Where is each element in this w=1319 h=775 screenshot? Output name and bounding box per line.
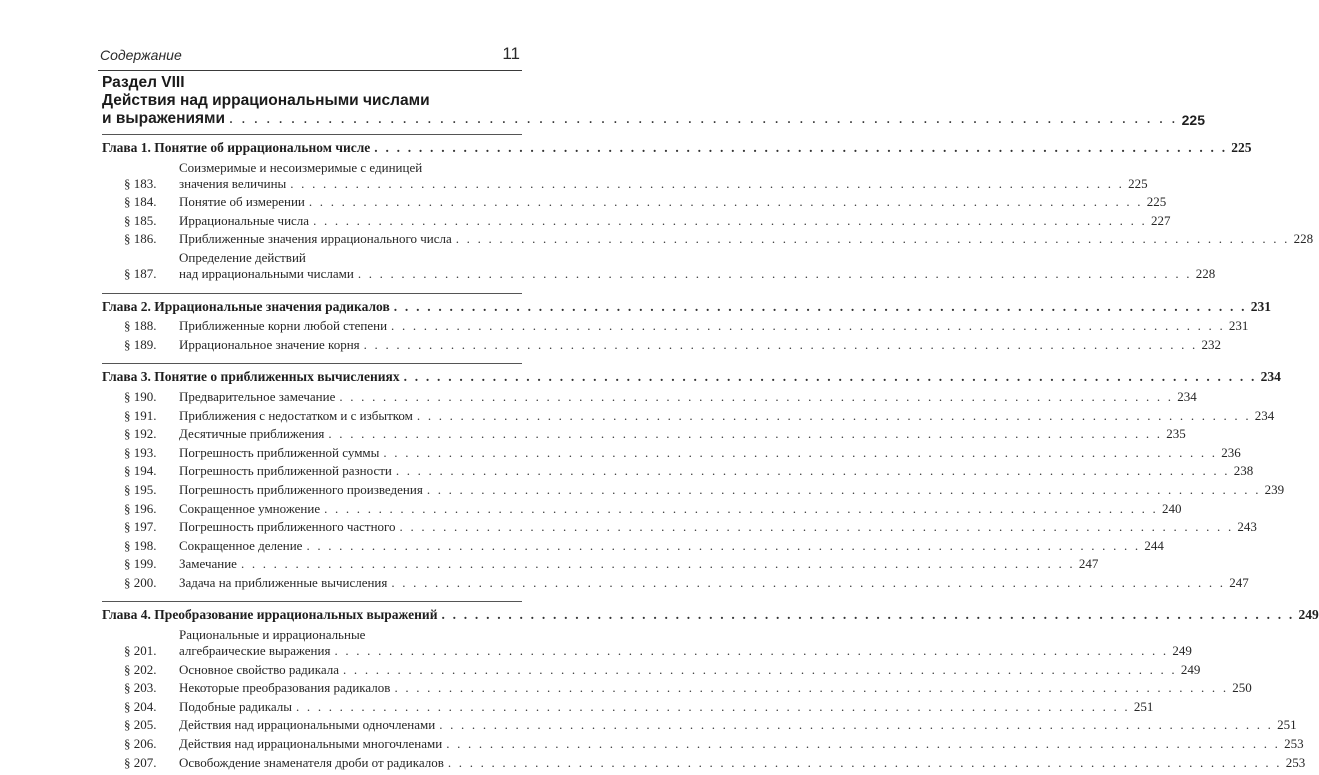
dot-leader <box>296 699 1130 715</box>
paragraph-entry <box>102 736 1304 752</box>
paragraph-text <box>179 736 1304 752</box>
paragraph-entry <box>102 661 1201 678</box>
paragraph-page-number: 243 <box>1237 519 1257 535</box>
paragraph-title-last-line <box>179 575 1249 591</box>
paragraph-text <box>179 426 1186 442</box>
chapter-list <box>102 134 1319 775</box>
dot-leader <box>339 389 1173 405</box>
paragraph-text <box>179 627 1192 659</box>
paragraph-number: § 184. <box>124 194 157 210</box>
paragraph-page-number: 234 <box>1254 407 1275 423</box>
running-head-page-number: 11 <box>502 44 520 63</box>
dot-leader <box>334 643 1168 659</box>
paragraph-title-line: алгебраические выражения <box>179 643 331 659</box>
paragraph-number: § 188. <box>124 318 157 334</box>
paragraph-number: § 195. <box>124 481 157 497</box>
paragraph-title-line: Соизмеримые и несоизмеримые с единицей <box>179 159 423 175</box>
paragraph-page-number: 227 <box>1150 212 1171 228</box>
paragraph-page-number: 253 <box>1284 736 1304 752</box>
paragraph-text <box>179 318 1248 334</box>
paragraph-page-number: 250 <box>1232 680 1252 696</box>
paragraph-number: § 205. <box>124 717 157 733</box>
paragraph-text <box>179 213 1170 229</box>
paragraph-number: § 190. <box>124 388 157 404</box>
paragraph-title-last-line <box>179 176 1148 192</box>
dot-leader <box>324 501 1158 517</box>
paragraph-number: § 200. <box>124 574 157 590</box>
running-head <box>98 44 522 71</box>
paragraph-title-line: Освобождение знаменателя дроби от радикалов <box>179 754 444 770</box>
paragraph-number: § 206. <box>124 736 157 752</box>
dot-leader <box>456 231 1290 247</box>
paragraph-page-number: 225 <box>1128 175 1148 191</box>
dot-leader <box>394 298 1247 316</box>
paragraph-text <box>179 160 1148 192</box>
paragraph-entry <box>102 481 1285 498</box>
paragraph-number: § 202. <box>124 661 157 677</box>
paragraph-title-last-line <box>179 538 1164 554</box>
paragraph-number: § 197. <box>124 519 157 535</box>
paragraph-number: § 196. <box>124 500 157 516</box>
paragraph-number: § 183. <box>124 175 157 191</box>
paragraph-entry <box>102 717 1297 733</box>
paragraph-entry <box>102 754 1306 771</box>
paragraph-entry <box>102 698 1154 715</box>
dot-leader <box>396 463 1230 479</box>
paragraph-text <box>179 575 1249 591</box>
paragraph-title-line: Погрешность приближенного частного <box>179 519 396 535</box>
paragraph-page-number: 238 <box>1233 463 1254 479</box>
paragraph-title-last-line <box>179 266 1215 282</box>
paragraph-number: § 192. <box>124 426 157 442</box>
paragraph-title-last-line <box>179 389 1197 405</box>
paragraph-entry <box>102 231 1314 247</box>
section-heading <box>102 74 522 110</box>
paragraph-text <box>179 538 1164 554</box>
paragraph-entry <box>102 212 1171 229</box>
paragraph-title-last-line <box>179 755 1305 771</box>
dot-leader <box>290 176 1124 192</box>
paragraph-number: § 191. <box>124 407 157 423</box>
paragraph-title-last-line <box>179 337 1221 353</box>
paragraph-title-line: Действия над иррациональными многочленами <box>179 736 443 752</box>
paragraph-text <box>179 231 1313 247</box>
dot-leader <box>306 538 1140 554</box>
chapter-page-number: 234 <box>1260 369 1281 385</box>
paragraph-title-line: Погрешность приближенной разности <box>179 463 392 479</box>
paragraph-title-last-line <box>179 717 1297 733</box>
chapter-title: Глава 1. Понятие об иррациональном числе <box>102 140 371 155</box>
paragraph-text <box>179 556 1098 572</box>
dot-leader <box>404 368 1257 386</box>
paragraph-entry <box>102 519 1257 535</box>
paragraph-text <box>179 194 1166 210</box>
paragraph-page-number: 247 <box>1078 556 1099 572</box>
chapter-block <box>102 293 1271 358</box>
paragraph-number: § 185. <box>124 212 157 228</box>
paragraph-title-last-line <box>179 463 1253 479</box>
paragraph-list <box>102 627 1306 775</box>
paragraph-title-last-line <box>179 736 1304 752</box>
dot-leader <box>417 408 1251 424</box>
paragraph-title-last-line <box>179 408 1274 424</box>
section-heading-entry <box>102 110 1205 128</box>
paragraph-title-last-line <box>179 519 1257 535</box>
paragraph-number: § 198. <box>124 537 157 553</box>
table-of-contents <box>102 74 1319 775</box>
paragraph-page-number: 253 <box>1285 754 1306 770</box>
paragraph-number: § 204. <box>124 698 157 714</box>
paragraph-text <box>179 463 1253 479</box>
paragraph-number: § 193. <box>124 444 157 460</box>
paragraph-number: § 189. <box>124 336 157 352</box>
dot-leader <box>241 556 1075 572</box>
paragraph-title-line: Некоторые преобразования радикалов <box>179 680 391 696</box>
paragraph-page-number: 247 <box>1229 574 1249 590</box>
paragraph-entry <box>102 194 1167 210</box>
paragraph-title-last-line <box>179 662 1200 678</box>
dot-leader <box>441 606 1294 624</box>
paragraph-number: § 194. <box>124 463 157 479</box>
paragraph-title-line: Рациональные и иррациональные <box>179 627 366 643</box>
paragraph-text <box>179 662 1200 678</box>
chapter-page-number: 225 <box>1231 140 1252 155</box>
section-page-number: 225 <box>1181 112 1205 128</box>
paragraph-list <box>102 318 1249 357</box>
paragraph-title-line: Приближенные корни любой степени <box>179 318 388 334</box>
paragraph-entry <box>102 159 1148 192</box>
paragraph-text <box>179 482 1284 498</box>
paragraph-entry <box>102 500 1182 517</box>
paragraph-title-line: Приближенные значения иррационального числа <box>179 231 452 247</box>
paragraph-title-line: Основное свойство радикала <box>179 661 340 677</box>
paragraph-text <box>179 519 1257 535</box>
section-heading-line: Раздел VIII <box>102 74 185 91</box>
chapter-page-number: 231 <box>1250 298 1271 314</box>
paragraph-page-number: 236 <box>1221 444 1241 460</box>
paragraph-entry <box>102 627 1192 659</box>
dot-leader <box>374 139 1227 157</box>
paragraph-text <box>179 501 1181 517</box>
paragraph-list <box>102 159 1314 287</box>
chapter-title: Глава 2. Иррациональные значения радикалов <box>102 298 390 314</box>
dot-leader <box>394 680 1228 696</box>
paragraph-number: § 187. <box>124 265 157 281</box>
paragraph-entry <box>102 249 1216 282</box>
paragraph-title-last-line <box>179 699 1153 715</box>
paragraph-text <box>179 755 1305 771</box>
paragraph-title-last-line <box>179 426 1186 442</box>
paragraph-entry <box>102 574 1249 591</box>
paragraph-title-line: Десятичные приближения <box>179 426 325 442</box>
paragraph-title-last-line <box>179 318 1248 334</box>
paragraph-title-line: Понятие об измерении <box>179 194 305 210</box>
section-heading-line: и выражениями <box>102 110 226 127</box>
paragraph-title-last-line <box>179 231 1313 247</box>
paragraph-title-line: Предварительное замечание <box>179 388 336 404</box>
chapter-title: Глава 4. Преобразование иррациональных выражений <box>102 607 438 623</box>
paragraph-number: § 201. <box>124 643 157 659</box>
paragraph-page-number: 244 <box>1144 537 1164 553</box>
chapter-block <box>102 363 1285 595</box>
paragraph-title-line: Сокращенное деление <box>179 537 303 553</box>
dot-leader <box>313 213 1147 229</box>
paragraph-number: § 186. <box>124 231 157 247</box>
paragraph-title-line: Задача на приближенные вычисления <box>179 574 388 590</box>
chapter-entry <box>102 298 1271 316</box>
paragraph-page-number: 234 <box>1177 388 1197 404</box>
paragraph-page-number: 228 <box>1195 265 1216 281</box>
paragraph-entry <box>102 336 1222 353</box>
dot-leader <box>343 662 1177 678</box>
paragraph-text <box>179 717 1297 733</box>
paragraph-title-last-line <box>179 501 1181 517</box>
dot-leader <box>328 426 1162 442</box>
chapter-block <box>102 601 1319 775</box>
paragraph-text <box>179 337 1221 353</box>
paragraph-entry <box>102 556 1099 572</box>
paragraph-title-last-line <box>179 213 1170 229</box>
chapter-title: Глава 3. Понятие о приближенных вычислениях <box>102 369 400 385</box>
dot-leader <box>229 110 1178 128</box>
dot-leader <box>448 755 1282 771</box>
paragraph-page-number: 225 <box>1146 194 1167 210</box>
paragraph-text <box>179 680 1252 696</box>
paragraph-title-line: над иррациональными числами <box>179 265 354 281</box>
paragraph-title-line: Подобные радикалы <box>179 698 293 714</box>
paragraph-page-number: 231 <box>1228 318 1249 334</box>
paragraph-entry <box>102 444 1241 461</box>
paragraph-text <box>179 445 1241 461</box>
paragraph-title-last-line <box>179 680 1252 696</box>
paragraph-title-last-line <box>179 445 1241 461</box>
dot-leader <box>309 194 1143 210</box>
paragraph-title-last-line <box>179 482 1284 498</box>
paragraph-page-number: 249 <box>1180 661 1201 677</box>
paragraph-page-number: 251 <box>1277 717 1297 733</box>
paragraph-title-line: Иррациональные числа <box>179 212 310 228</box>
paragraph-title-line: Погрешность приближенного произведения <box>179 481 423 497</box>
dot-leader <box>391 318 1225 334</box>
paragraph-entry <box>102 388 1197 405</box>
chapter-entry <box>102 368 1281 386</box>
paragraph-entry <box>102 537 1164 554</box>
paragraph-entry <box>102 318 1249 334</box>
dot-leader <box>358 266 1192 282</box>
dot-leader <box>439 717 1273 733</box>
paragraph-title-last-line <box>179 194 1166 210</box>
dot-leader <box>391 575 1225 591</box>
paragraph-title-line: Определение действий <box>179 249 306 265</box>
paragraph-entry <box>102 463 1254 479</box>
chapter-block <box>102 134 1314 287</box>
dot-leader <box>446 736 1280 752</box>
paragraph-page-number: 228 <box>1293 231 1314 247</box>
paragraph-text <box>179 699 1153 715</box>
paragraph-text <box>179 389 1197 405</box>
paragraph-page-number: 251 <box>1133 698 1154 714</box>
paragraph-number: § 207. <box>124 754 157 770</box>
paragraph-title-line: значения величины <box>179 175 287 191</box>
paragraph-list <box>102 388 1285 596</box>
paragraph-title-last-line <box>179 643 1192 659</box>
paragraph-text <box>179 250 1215 282</box>
dot-leader <box>400 519 1234 535</box>
paragraph-title-last-line <box>179 556 1098 572</box>
paragraph-number: § 199. <box>124 556 157 572</box>
paragraph-title-line: Действия над иррациональными одночленами <box>179 717 436 733</box>
paragraph-page-number: 235 <box>1166 426 1186 442</box>
paragraph-title-line: Погрешность приближенной суммы <box>179 444 380 460</box>
paragraph-entry <box>102 426 1186 442</box>
paragraph-page-number: 249 <box>1172 643 1192 659</box>
chapter-entry <box>102 606 1319 624</box>
section-heading-line: Действия над иррациональными числами <box>102 92 430 109</box>
paragraph-number: § 203. <box>124 680 157 696</box>
paragraph-entry <box>102 680 1252 696</box>
paragraph-title-line: Иррациональное значение корня <box>179 336 360 352</box>
chapter-page-number: 249 <box>1298 607 1319 623</box>
paragraph-page-number: 239 <box>1264 481 1285 497</box>
running-head-title: Содержание <box>100 47 182 63</box>
chapter-entry <box>102 139 1252 157</box>
dot-leader <box>383 445 1217 461</box>
dot-leader <box>364 337 1198 353</box>
paragraph-page-number: 232 <box>1201 336 1222 352</box>
dot-leader <box>427 482 1261 498</box>
paragraph-title-line: Сокращенное умножение <box>179 500 321 516</box>
paragraph-title-line: Замечание <box>179 556 237 572</box>
paragraph-text <box>179 408 1274 424</box>
paragraph-title-line: Приближения с недостатком и с избытком <box>179 407 413 423</box>
paragraph-entry <box>102 407 1275 424</box>
paragraph-page-number: 240 <box>1161 500 1182 516</box>
